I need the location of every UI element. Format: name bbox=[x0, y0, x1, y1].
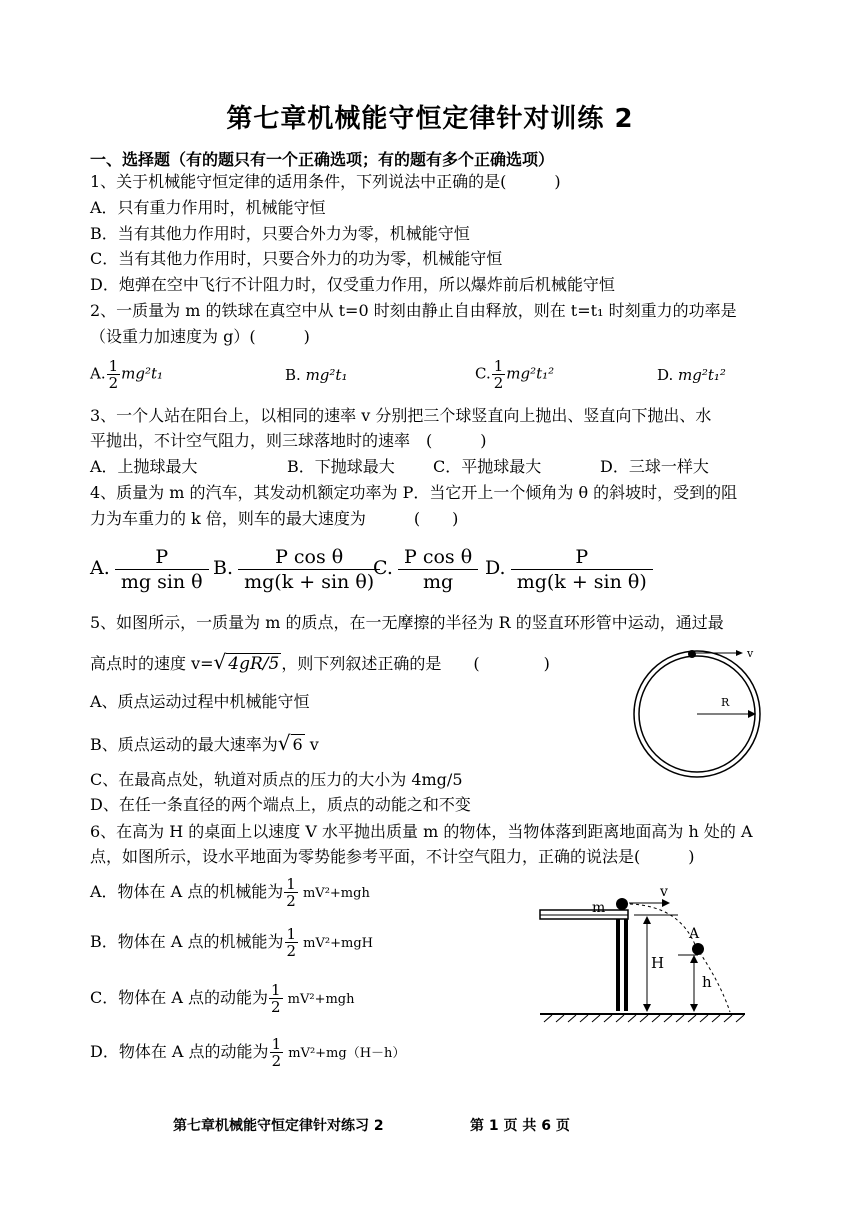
q5-option-d: D、在任一条直径的两个端点上，质点的动能之和不变 bbox=[90, 795, 471, 814]
q6-option-a: A．物体在 A 点的机械能为 $\frac{1}{2}$ mV²+mgh bbox=[90, 875, 370, 910]
q3-option-a: A．上抛球最大 bbox=[90, 457, 198, 476]
q3-option-c: C．平抛球最大 bbox=[433, 457, 542, 476]
radius-label: R bbox=[721, 696, 730, 709]
q5-option-a: A、质点运动过程中机械能守恒 bbox=[90, 692, 310, 711]
q1-option-b: B．当有其他力作用时，只要合外力为零，机械能守恒 bbox=[90, 224, 470, 243]
q1-option-d: D．炮弹在空中飞行不计阻力时，仅受重力作用，所以爆炸前后机械能守恒 bbox=[90, 275, 615, 294]
footer-title: 第七章机械能守恒定律针对练习 2 bbox=[173, 1118, 384, 1134]
ball-a bbox=[692, 943, 704, 955]
mass-label: m bbox=[592, 900, 606, 916]
q2-stem-line1: 2、一质量为 m 的铁球在真空中从 t=0 时刻由静止自由释放，则在 t=t₁ 时刻重力的功率是 bbox=[90, 301, 737, 320]
velocity-label: v bbox=[660, 884, 668, 900]
q4-stem-line1: 4、质量为 m 的汽车，其发动机额定功率为 P．当它开上一个倾角为 θ 的斜坡时，受到的阻 bbox=[90, 483, 738, 502]
page-title: 第七章机械能守恒定律针对训练 2 bbox=[226, 104, 634, 134]
q5-stem-line2: 高点时的速度 v=√ 4gR/5 ，则下列叙述正确的是 ( ) bbox=[90, 650, 550, 674]
velocity-label: v bbox=[747, 647, 754, 660]
q2-stem-line2: （设重力加速度为 g）( ) bbox=[90, 327, 310, 346]
q2-option-c: C. $\frac{1}{2}$ mg²t₁² bbox=[475, 357, 555, 392]
q1-option-a: A．只有重力作用时，机械能守恒 bbox=[90, 198, 326, 217]
particle bbox=[688, 650, 696, 658]
ball-start bbox=[616, 898, 628, 910]
q4-option-b: B. $\frac{\text{P cos θ}}{\text{mg(k + sin θ)}}$ bbox=[213, 545, 380, 594]
point-a-label: A bbox=[689, 926, 700, 942]
height-h-label: H bbox=[651, 954, 665, 972]
q5-option-b: B、质点运动的最大速率为√ 6 v bbox=[90, 731, 319, 755]
ring-figure bbox=[626, 640, 776, 790]
q2-option-a: A. $\frac{1}{2}$ mg²t₁ bbox=[90, 357, 164, 392]
projectile-figure bbox=[530, 882, 750, 1027]
q6-option-b: B．物体在 A 点的机械能为 $\frac{1}{2}$ mV²+mgH bbox=[90, 925, 373, 960]
table-leg-right bbox=[624, 919, 628, 1011]
footer-page-number: 第 1 页 共 6 页 bbox=[470, 1118, 570, 1134]
q2-option-b: B. mg²t₁ bbox=[285, 366, 348, 384]
q3-option-b: B．下抛球最大 bbox=[287, 457, 395, 476]
table-leg-left bbox=[616, 919, 620, 1011]
q1-option-c: C．当有其他力作用时，只要合外力的功为零，机械能守恒 bbox=[90, 249, 503, 268]
q3-option-d: D．三球一样大 bbox=[600, 457, 709, 476]
q4-option-a: A. $\frac{P}{\text{mg sin θ}}$ bbox=[90, 545, 209, 594]
q1-stem: 1、关于机械能守恒定律的适用条件，下列说法中正确的是( ) bbox=[90, 172, 561, 191]
q5-option-c: C、在最高点处，轨道对质点的压力的大小为 4mg/5 bbox=[90, 770, 463, 789]
q3-stem-line2: 平抛出，不计空气阻力，则三球落地时的速率 ( ) bbox=[90, 431, 487, 450]
q2-option-d: D. mg²t₁² bbox=[657, 366, 726, 384]
height-small-label: h bbox=[702, 973, 712, 991]
q6-stem-line2: 点，如图所示，设水平地面为零势能参考平面，不计空气阻力，正确的说法是( ) bbox=[90, 847, 695, 866]
q6-option-d: D．物体在 A 点的动能为 $\frac{1}{2}$ mV²+mg（H－h） bbox=[90, 1035, 406, 1070]
section-heading: 一、选择题（有的题只有一个正确选项；有的题有多个正确选项） bbox=[90, 150, 555, 169]
q3-stem-line1: 3、一个人站在阳台上，以相同的速率 v 分别把三个球竖直向上抛出、竖直向下抛出、水 bbox=[90, 406, 712, 425]
ground-hatch bbox=[544, 1015, 744, 1022]
q4-stem-line2: 力为车重力的 k 倍，则车的最大速度为 ( ) bbox=[90, 509, 459, 528]
q5-stem-line1: 5、如图所示，一质量为 m 的质点，在一无摩擦的半径为 R 的竖直环形管中运动，通过最 bbox=[90, 613, 724, 632]
q4-option-c: C. $\frac{\text{P cos θ}}{mg}$ bbox=[373, 545, 478, 594]
q6-stem-line1: 6、在高为 H 的桌面上以速度 V 水平抛出质量 m 的物体，当物体落到距离地面高为 h 处的 A bbox=[90, 822, 753, 841]
q6-option-c: C．物体在 A 点的动能为 $\frac{1}{2}$ mV²+mgh bbox=[90, 981, 355, 1016]
q4-option-d: D. $\frac{P}{\text{mg(k + sin θ)}}$ bbox=[485, 545, 653, 594]
